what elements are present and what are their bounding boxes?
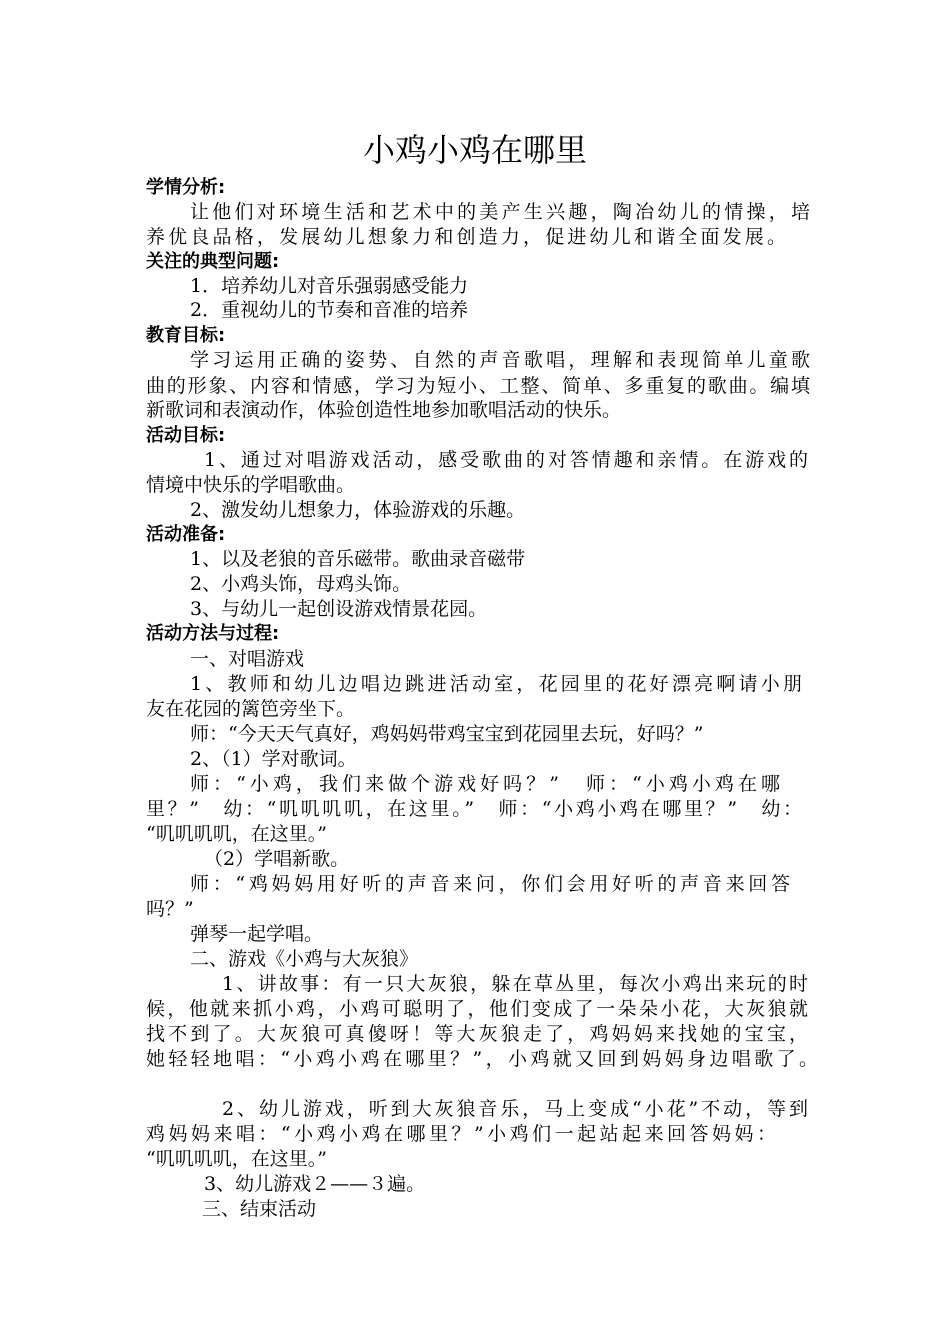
page-title: 小鸡小鸡在哪里 <box>362 131 587 169</box>
section-heading: 活动目标: <box>146 425 226 446</box>
paragraph-line: 情境中快乐的学唱歌曲。 <box>146 474 356 496</box>
paragraph-line: 2、（1）学对歌词。 <box>190 748 357 770</box>
section-heading: 学情分析: <box>146 177 226 198</box>
paragraph-line: 吗？” <box>146 898 194 920</box>
section-heading: 活动准备: <box>146 524 226 545</box>
paragraph-line: 候，他就来抓小鸡，小鸡可聪明了，他们变成了一朵朵小花，大灰狼就 <box>146 998 808 1020</box>
paragraph-line: 3、幼儿游戏２——３遍。 <box>204 1173 426 1195</box>
paragraph-line: 友在花园的篱笆旁坐下。 <box>146 698 356 720</box>
paragraph-line: 二、游戏《小鸡与大灰狼》 <box>190 948 419 970</box>
section-heading: 活动方法与过程: <box>146 623 280 644</box>
paragraph-line: 师：“今天天气真好，鸡妈妈带鸡宝宝到花园里去玩，好吗？” <box>190 723 704 745</box>
paragraph-line: “叽叽叽叽，在这里。” <box>146 1148 327 1170</box>
paragraph-line: 弹琴一起学唱。 <box>190 923 324 945</box>
section-heading: 关注的典型问题: <box>146 251 280 272</box>
paragraph-line: 让他们对环境生活和艺术中的美产生兴趣，陶冶幼儿的情操，培 <box>190 201 810 223</box>
paragraph-line: 新歌词和表演动作，体验创造性地参加歌唱活动的快乐。 <box>146 399 622 421</box>
paragraph-line: 1、教师和幼儿边唱边跳进活动室，花园里的花好漂亮啊请小朋 <box>190 673 802 695</box>
paragraph-line: 三、结束活动 <box>202 1198 317 1220</box>
paragraph-line: 找不到了。大灰狼可真傻呀！等大灰狼走了，鸡妈妈来找她的宝宝， <box>146 1023 808 1045</box>
paragraph-line: 1、通过对唱游戏活动，感受歌曲的对答情趣和亲情。在游戏的 <box>204 449 808 471</box>
paragraph-line: （2）学唱新歌。 <box>204 848 350 870</box>
paragraph-line: “叽叽叽叽，在这里。” <box>146 823 327 845</box>
paragraph-line: 1、讲故事：有一只大灰狼，躲在草丛里，每次小鸡出来玩的时 <box>222 973 808 995</box>
list-item: 2．重视幼儿的节奏和音准的培养 <box>190 299 469 321</box>
paragraph-line: 一、对唱游戏 <box>190 648 305 670</box>
paragraph-line: 师：“小鸡，我们来做个游戏好吗？” 师：“小鸡小鸡在哪 <box>190 773 780 795</box>
paragraph-line: 师：“鸡妈妈用好听的声音来问，你们会用好听的声音来回答 <box>190 873 790 895</box>
list-item: 3、与幼儿一起创设游戏情景花园。 <box>190 598 488 620</box>
paragraph-line: 学习运用正确的姿势、自然的声音歌唱，理解和表现简单儿童歌 <box>190 349 810 371</box>
section-heading: 教育目标: <box>146 325 226 346</box>
paragraph-line: 2、幼儿游戏，听到大灰狼音乐，马上变成“小花”不动，等到 <box>222 1098 808 1120</box>
list-item: 1、以及老狼的音乐磁带。歌曲录音磁带 <box>190 548 526 570</box>
paragraph-line: 她轻轻地唱：“小鸡小鸡在哪里？”，小鸡就又回到妈妈身边唱歌了。 <box>146 1048 818 1070</box>
list-item: 2、小鸡头饰，母鸡头饰。 <box>190 573 412 595</box>
paragraph-line: 养优良品格，发展幼儿想象力和创造力，促进幼儿和谐全面发展。 <box>146 226 786 248</box>
paragraph-line: 鸡妈妈来唱：“小鸡小鸡在哪里？”小鸡们一起站起来回答妈妈： <box>146 1123 776 1145</box>
paragraph-line: 里？” 幼：“叽叽叽叽，在这里。” 师：“小鸡小鸡在哪里？” 幼： <box>146 798 802 820</box>
list-item: 1．培养幼儿对音乐强弱感受能力 <box>190 275 469 297</box>
paragraph-line: 2、激发幼儿想象力，体验游戏的乐趣。 <box>190 499 526 521</box>
paragraph-line: 曲的形象、内容和情感，学习为短小、工整、简单、多重复的歌曲。编填 <box>146 375 810 397</box>
